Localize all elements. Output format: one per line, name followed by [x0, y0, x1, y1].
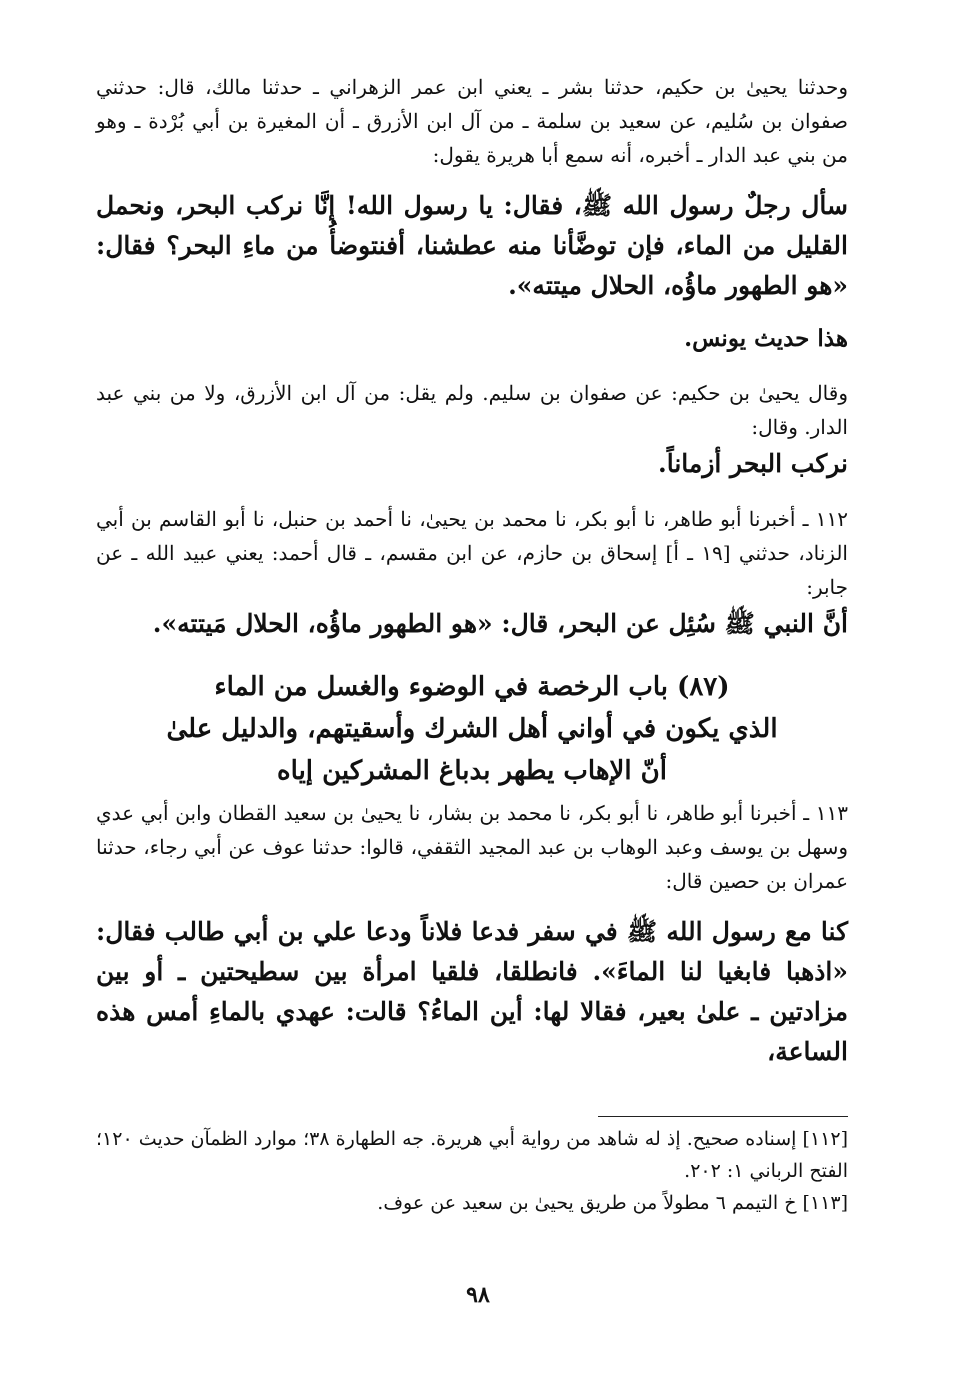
footnotes [96, 1123, 848, 1219]
variant-note: وقال يحيىٰ بن حكيم: عن صفوان بن سليم. ولم يقل: من آل ابن الأزرق، ولا من بني عبد الدار. وقال: [96, 381, 848, 439]
hadith-text-113: كنا مع رسول الله ﷺ في سفر فدعا فلاناً ودعا علي بن أبي طالب فقال: «اذهبا فابغيا لنا الماءَ». فانطلقا، فلقيا امرأة بين سطيحتين ـ أو بين مزادتين ـ علىٰ بعير، فقالا لها: أين الماءُ؟ قالت: عهدي بالماءِ أمس هذه الساعة، [96, 917, 849, 1066]
isnad-paragraph-1: وحدثنا يحيىٰ بن حكيم، حدثنا بشر ـ يعني ابن عمر الزهراني ـ حدثنا مالك، قال: حدثني صفوان بن سُليم، عن سعيد بن سلمة ـ من آل ابن الأزرق ـ أن المغيرة بن أبي بُرْدة ـ وهو من بني عبد الدار ـ أخبره، أنه سمع أبا هريرة يقول: [96, 75, 848, 167]
note-line: هذا حديث يونس. [684, 325, 848, 352]
isnad-paragraph-113: ١١٣ ـ أخبرنا أبو طاهر، نا أبو بكر، نا محمد بن بشار، نا يحيىٰ بن سعيد القطان وابن أبي عدي وسهل بن يوسف وعبد الوهاب بن عبد المجيد الثقفي، قالوا: حدثنا عوف عن أبي رجاء، حدثنا عمران بن حصين قال: [96, 801, 848, 893]
isnad-paragraph-112: ١١٢ ـ أخبرنا أبو طاهر، نا أبو بكر، نا محمد بن يحيىٰ، نا أحمد بن حنبل، نا أبو القاسم بن أبي الزناد، حدثني [١٩ ـ أ] إسحاق بن حازم، عن ابن مقسم، ـ قال أحمد: يعني عبيد الله ـ عن جابر: [96, 507, 848, 599]
hadith-text-112: أنَّ النبي ﷺ سُئِل عن البحر، قال: «هو الطهور ماؤُه، الحلال مَيتته». [152, 609, 848, 638]
variant-text: نركب البحر أزماناً. [658, 449, 848, 478]
chapter-heading-line: (٨٧) باب الرخصة في الوضوء والغسل من الماء [214, 672, 730, 702]
hadith-text-1: سأل رجلٌ رسول الله ﷺ، فقال: يا رسول الله! إنَّا نركب البحر، ونحمل القليل من الماء، فإن توضَّأنا منه عطشنا، أفنتوضأُ من ماءِ البحر؟ فقال: «هو الطهور ماؤُه، الحلال ميتته». [96, 191, 848, 300]
footnote-divider [598, 1116, 848, 1117]
footnote-113: [١١٣] خ التيمم ٦ مطولاً من طريق يحيىٰ بن سعيد عن عوف. [377, 1192, 848, 1214]
page-number: ٩٨ [466, 1282, 490, 1308]
footnote-112: [١١٢] إسناده صحيح. إذ له شاهد من رواية أبي هريرة. جه الطهارة ٣٨؛ موارد الظمآن حديث ١٢٠؛ الفتح الرباني ١: ٢٠٢. [96, 1128, 848, 1182]
chapter-heading-line: أنّ الإهاب يطهر بدباغ المشركين إياه [277, 756, 667, 786]
main-text [96, 70, 848, 1072]
chapter-heading [96, 666, 848, 792]
chapter-heading-line: الذي يكون في أواني أهل الشرك وأسقيتهم، والدليل علىٰ [166, 714, 778, 744]
